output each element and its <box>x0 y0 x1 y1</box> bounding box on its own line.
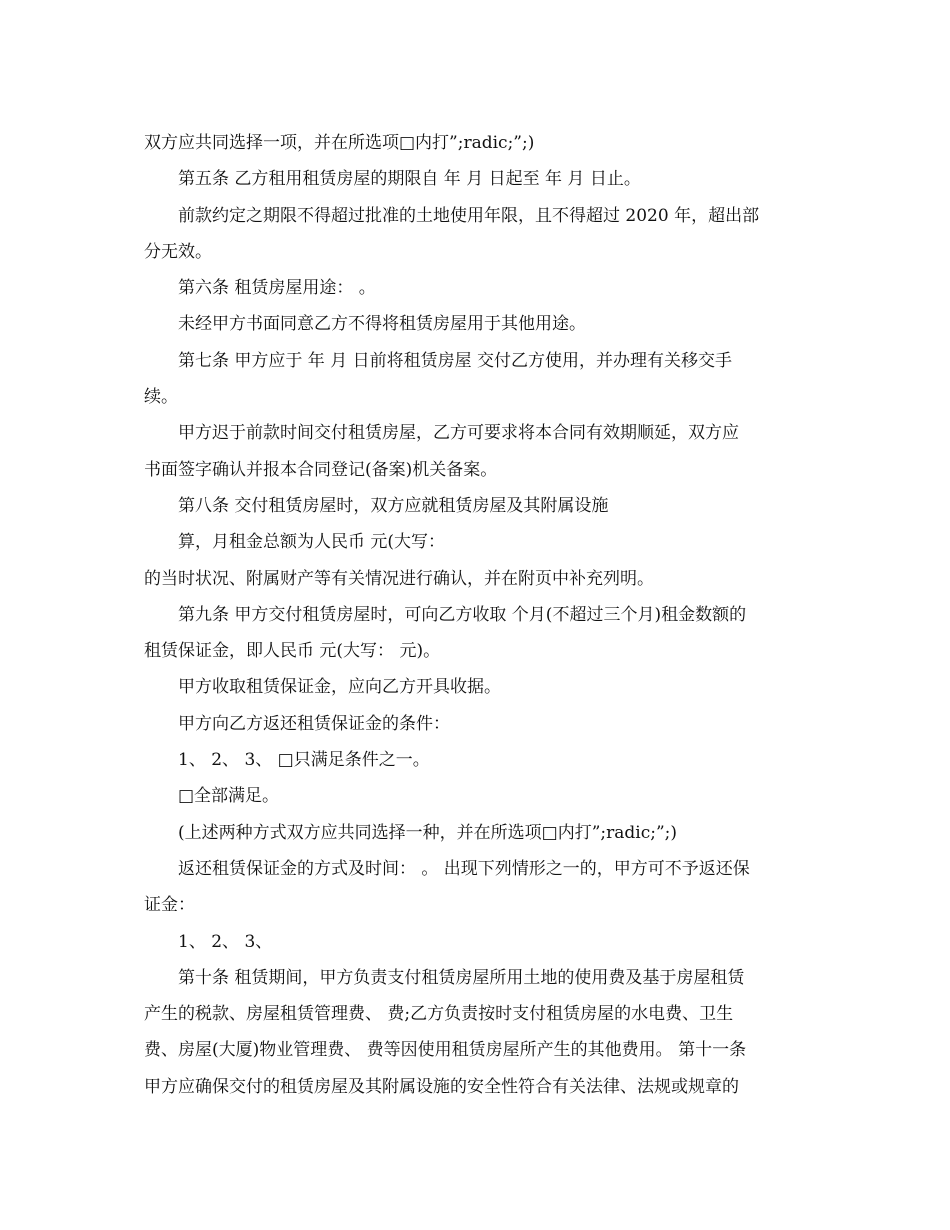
paragraph-line: 的当时状况、附属财产等有关情况进行确认，并在附页中补充列明。 <box>144 568 654 589</box>
paragraph-line: □全部满足。 <box>178 786 280 807</box>
paragraph-line: 甲方收取租赁保证金，应向乙方开具收据。 <box>178 677 501 698</box>
paragraph-line: 第六条 租赁房屋用途： 。 <box>178 278 376 299</box>
paragraph-line: 续。 <box>144 387 178 408</box>
paragraph-line: 返还租赁保证金的方式及时间： 。 出现下列情形之一的，甲方可不予返还保 <box>178 858 750 879</box>
paragraph-line: 甲方向乙方返还租赁保证金的条件： <box>178 713 450 734</box>
paragraph-line: 前款约定之期限不得超过批准的土地使用年限，且不得超过 2020 年，超出部 <box>178 205 760 226</box>
paragraph-line: 甲方应确保交付的租赁房屋及其附属设施的安全性符合有关法律、法规或规章的 <box>144 1076 739 1097</box>
paragraph-line: 分无效。 <box>144 241 212 262</box>
paragraph-line: 第八条 交付租赁房屋时，双方应就租赁房屋及其附属设施 <box>178 495 609 516</box>
paragraph-line: 1、 2、 3、 □只满足条件之一。 <box>178 750 430 771</box>
document-body <box>144 128 809 1108</box>
paragraph-line: 第十条 租赁期间，甲方负责支付租赁房屋所用土地的使用费及基于房屋租赁 <box>178 967 745 988</box>
paragraph-line: 证金： <box>144 895 195 916</box>
paragraph-line: 第五条 乙方租用租赁房屋的期限自 年 月 日起至 年 月 日止。 <box>178 169 641 190</box>
paragraph-line: 算，月租金总额为人民币 元(大写： <box>178 532 446 553</box>
paragraph-line: 书面签字确认并报本合同登记(备案)机关备案。 <box>144 459 498 480</box>
paragraph-line: 第九条 甲方交付租赁房屋时，可向乙方收取 个月(不超过三个月)租金数额的 <box>178 604 747 625</box>
paragraph-line: 1、 2、 3、 <box>178 931 273 952</box>
paragraph-line: 甲方迟于前款时间交付租赁房屋，乙方可要求将本合同有效期顺延，双方应 <box>178 423 739 444</box>
paragraph-line: 双方应共同选择一项，并在所选项□内打”;radic;”;) <box>144 133 535 153</box>
paragraph-line: 第七条 甲方应于 年 月 日前将租赁房屋 交付乙方使用，并办理有关移交手 <box>178 350 733 371</box>
paragraph-line: 租赁保证金，即人民币 元(大写： 元)。 <box>144 641 441 662</box>
paragraph-line: 费、房屋(大厦)物业管理费、 费等因使用租赁房屋所产生的其他费用。 第十一条 <box>144 1040 747 1061</box>
paragraph-line: 产生的税款、房屋租赁管理费、 费;乙方负责按时支付租赁房屋的水电费、卫生 <box>144 1004 734 1025</box>
paragraph-line: 未经甲方书面同意乙方不得将租赁房屋用于其他用途。 <box>178 314 586 335</box>
paragraph-line: (上述两种方式双方应共同选择一种，并在所选项□内打”;radic;”;) <box>178 822 677 843</box>
